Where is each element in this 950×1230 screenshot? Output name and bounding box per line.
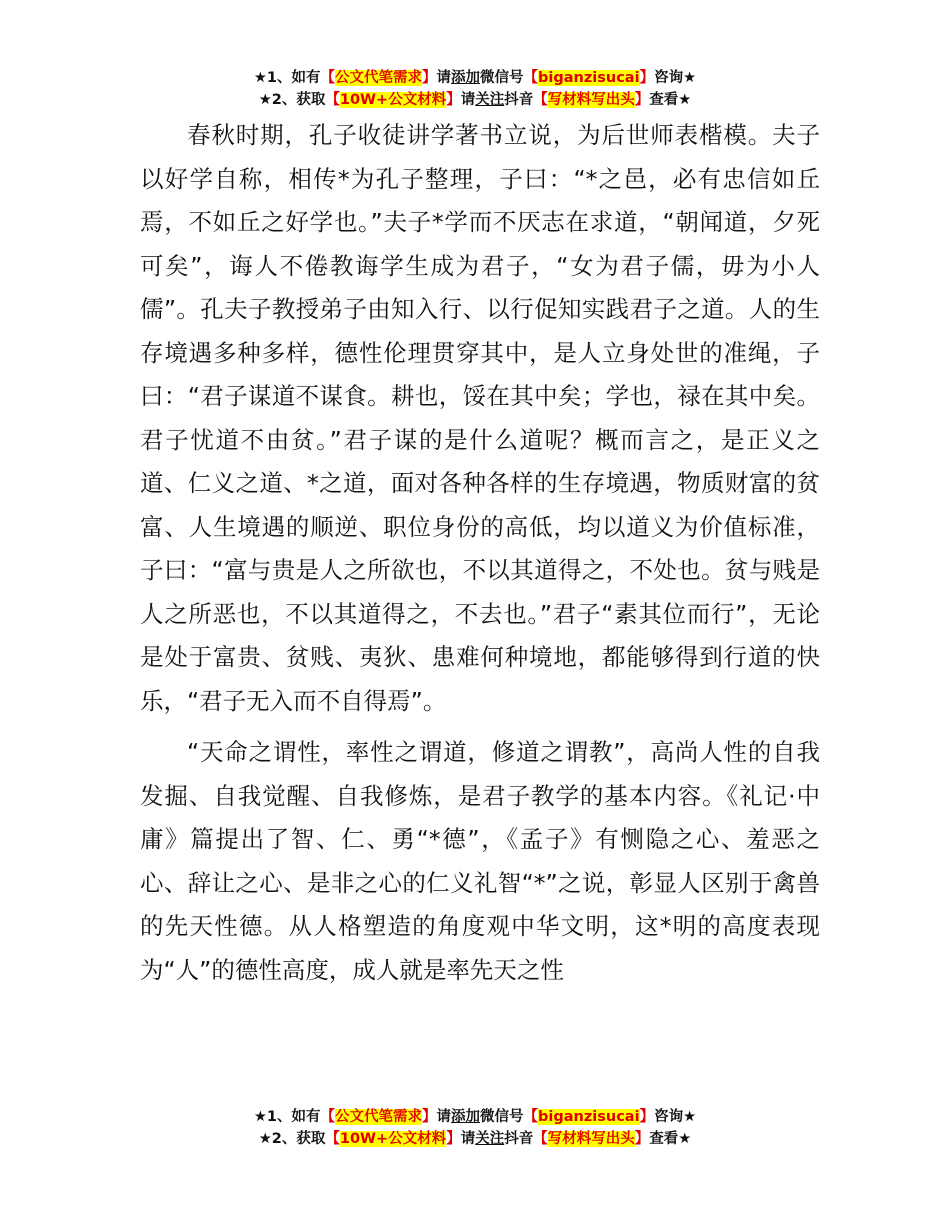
footer-line-2-text: 请 <box>460 1131 476 1147</box>
highlight-douyin-account: 写材料写出头 <box>547 1131 635 1147</box>
underlined-add: 添加 <box>451 1109 481 1125</box>
highlight-wechat-id: biganzisucai <box>538 70 640 86</box>
bracket-open: 【 <box>320 1109 336 1125</box>
bracket-close: 】 <box>634 92 650 108</box>
bracket-open: 【 <box>320 70 336 86</box>
footer-line-1-text: 请 <box>436 1109 452 1125</box>
highlight-douyin-account: 写材料写出头 <box>547 92 635 108</box>
bracket-open: 【 <box>325 1131 340 1147</box>
bracket-close: 】 <box>639 1109 655 1125</box>
bracket-open: 【 <box>523 70 539 86</box>
footer-line-1-text: 微信号 <box>480 1109 524 1125</box>
footer-line-2-text: 抖音 <box>504 1131 534 1147</box>
footer-line-2-prefix: ★2、获取 <box>258 1131 326 1147</box>
highlight-materials: 10W+公文材料 <box>339 92 447 108</box>
footer-line-1 <box>0 1106 950 1128</box>
header-line-1-suffix: 咨询★ <box>654 70 697 86</box>
header-line-1 <box>0 67 950 89</box>
header-line-2 <box>0 89 950 111</box>
header-line-2-text: 请 <box>460 92 476 108</box>
footer-line-2-suffix: 查看★ <box>649 1131 692 1147</box>
footer-banner <box>0 1106 950 1150</box>
header-line-2-suffix: 查看★ <box>649 92 692 108</box>
header-line-1-text: 请 <box>436 70 452 86</box>
underlined-follow: 关注 <box>475 1131 505 1147</box>
highlight-ghostwriting: 公文代笔需求 <box>335 70 423 86</box>
body-paragraph-2: “天命之谓性，率性之谓道，修道之谓教”，高尚人性的自我发掘、自我觉醒、自我修炼，是君子教学的基本内容。《礼记·中庸》篇提出了智、仁、勇“*德”，《孟子》有恻隐之心、羞恶之心、辞让之心、是非之心的仁义礼智“*”之说，彰显人区别于禽兽的先天性德。从人格塑造的角度观中华文明，这*明的高度表现为“人”的德性高度，成人就是率先天之性 <box>140 738 820 984</box>
header-banner <box>0 67 950 111</box>
footer-line-2 <box>0 1128 950 1150</box>
header-line-2-text: 抖音 <box>504 92 534 108</box>
bracket-close: 】 <box>639 70 655 86</box>
footer-line-1-suffix: 咨询★ <box>654 1109 697 1125</box>
underlined-add: 添加 <box>451 70 481 86</box>
bracket-open: 【 <box>523 1109 539 1125</box>
bracket-open: 【 <box>325 92 340 108</box>
bracket-close: 】 <box>634 1131 650 1147</box>
highlight-materials: 10W+公文材料 <box>339 1131 447 1147</box>
highlight-wechat-id: biganzisucai <box>538 1109 640 1125</box>
bracket-open: 【 <box>533 1131 548 1147</box>
header-line-1-prefix: ★1、如有 <box>253 70 321 86</box>
header-line-2-prefix: ★2、获取 <box>258 92 326 108</box>
bracket-close: 】 <box>446 1131 461 1147</box>
bracket-open: 【 <box>533 92 548 108</box>
bracket-close: 】 <box>446 92 461 108</box>
bracket-close: 】 <box>422 1109 437 1125</box>
highlight-ghostwriting: 公文代笔需求 <box>335 1109 423 1125</box>
header-line-1-text: 微信号 <box>480 70 524 86</box>
bracket-close: 】 <box>422 70 437 86</box>
underlined-follow: 关注 <box>475 92 505 108</box>
body-paragraph-1: 春秋时期，孔子收徒讲学著书立说，为后世师表楷模。夫子以好学自称，相传*为孔子整理，子曰：“*之邑，必有忠信如丘焉，不如丘之好学也。”夫子*学而不厌志在求道，“朝闻道，夕死可矣”，诲人不倦教诲学生成为君子，“女为君子儒，毋为小人儒”。孔夫子教授弟子由知入行、以行促知实践君子之道。人的生存境遇多种多样，德性伦理贯穿其中，是人立身处世的准绳，子曰：“君子谋道不谋食。耕也，馁在其中矣；学也，禄在其中矣。君子忧道不由贫。”君子谋的是什么道呢？概而言之，是正义之道、仁义之道、*之道，面对各种各样的生存境遇，物质财富的贫富、人生境遇的顺逆、职位身份的高低，均以道义为价值标准，子曰：“富与贵是人之所欲也，不以其道得之，不处也。贫与贱是人之所恶也，不以其道得之，不去也。”君子“素其位而行”，无论是处于富贵、贫贱、夷狄、患难何种境地，都能够得到行道的快乐，“君子无入而不自得焉”。 <box>140 121 820 715</box>
document-body <box>140 114 820 992</box>
footer-line-1-prefix: ★1、如有 <box>253 1109 321 1125</box>
